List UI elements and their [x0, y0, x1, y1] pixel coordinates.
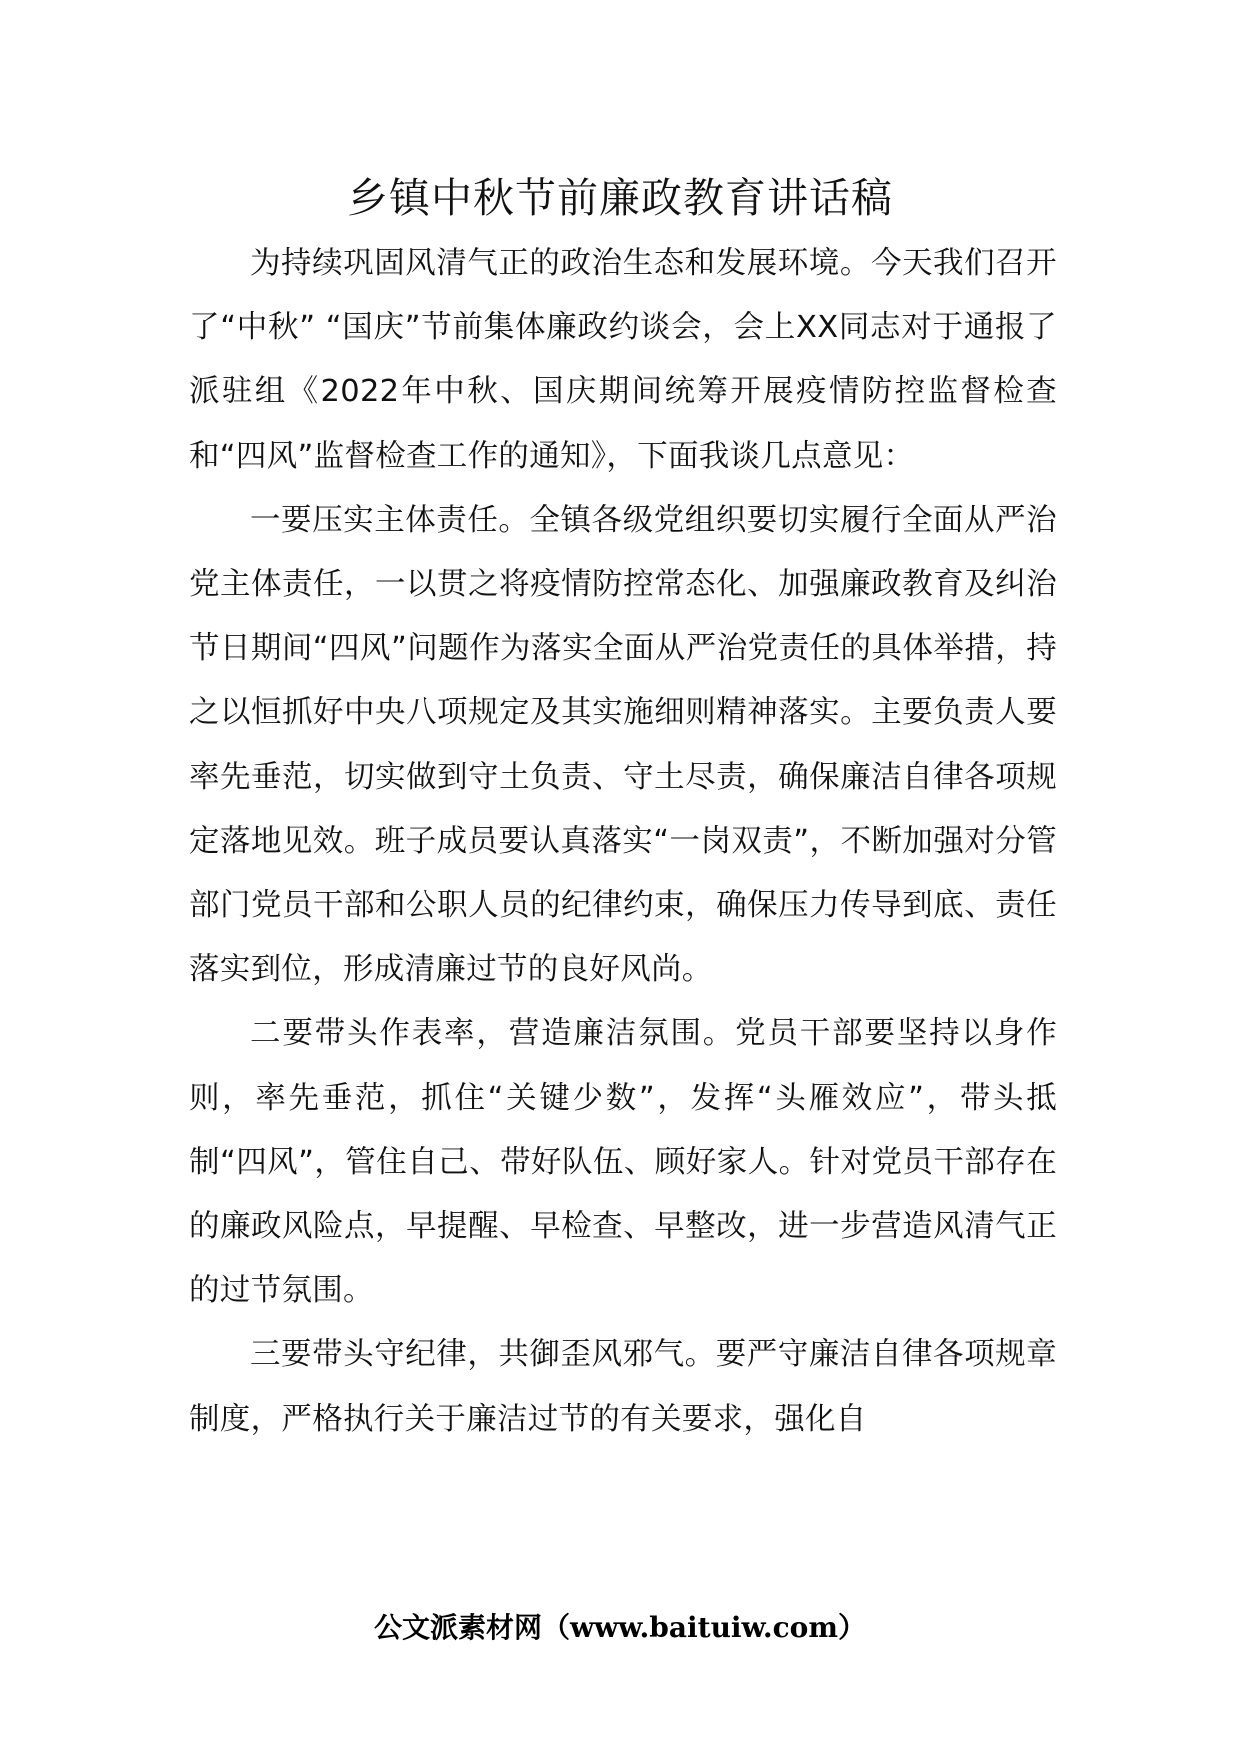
paragraph-point-three: 三要带头守纪律，共御歪风邪气。要严守廉洁自律各项规章制度，严格执行关于廉洁过节的有关要求，强化自 — [189, 1337, 1057, 1437]
document-body — [189, 232, 1057, 1452]
paragraph-intro: 为持续巩固风清气正的政治生态和发展环境。今天我们召开了“中秋” “国庆”节前集体廉政约谈会，会上XX同志对于通报了派驻组《2022年中秋、国庆期间统筹开展疫情防控监督检查和“四风”监督检查工作的通知》，下面我谈几点意见： — [189, 246, 1057, 474]
footer-watermark: 公文派素材网（www.baituiw.com） — [374, 1611, 866, 1644]
paragraph-point-one: 一要压实主体责任。全镇各级党组织要切实履行全面从严治党主体责任，一以贯之将疫情防控常态化、加强廉政教育及纠治节日期间“四风”问题作为落实全面从严治党责任的具体举措，持之以恒抓好中央八项规定及其实施细则精神落实。主要负责人要率先垂范，切实做到守土负责、守土尽责，确保廉洁自律各项规定落地见效。班子成员要认真落实“一岗双责”，不断加强对分管部门党员干部和公职人员的纪律约束，确保压力传导到底、责任落实到位，形成清廉过节的良好风尚。 — [189, 502, 1057, 988]
document-title: 乡镇中秋节前廉政教育讲话稿 — [347, 174, 893, 222]
paragraph-point-two: 二要带头作表率，营造廉洁氛围。党员干部要坚持以身作则，率先垂范，抓住“关键少数”，发挥“头雁效应”，带头抵制“四风”，管住自己、带好队伍、顾好家人。针对党员干部存在的廉政风险点，早提醒、早检查、早整改，进一步营造风清气正的过节氛围。 — [189, 1016, 1057, 1309]
